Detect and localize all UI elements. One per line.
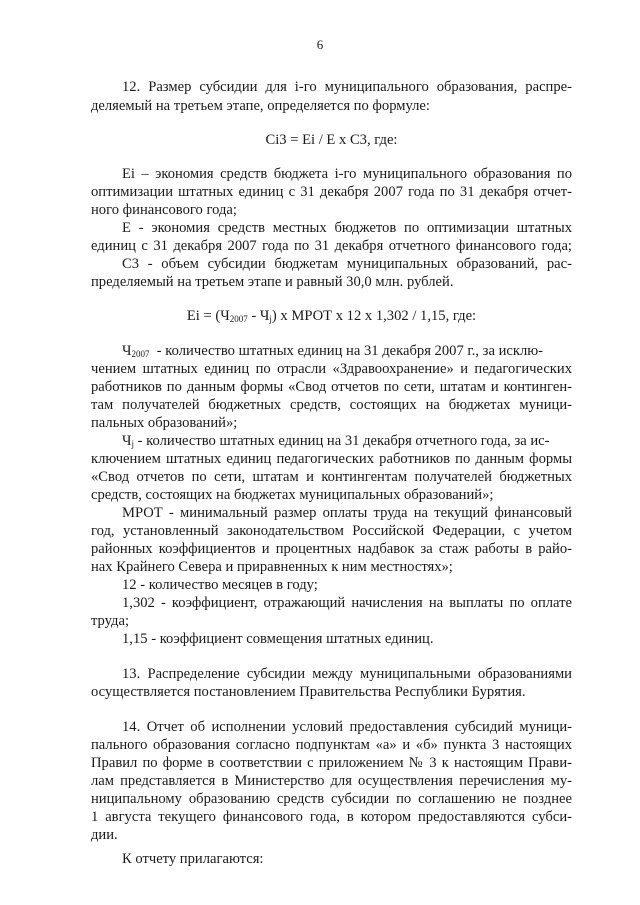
text-line: 1,302 - коэффициент, отражающий начисления на выплаты по оплате xyxy=(122,595,572,611)
text-line: 1 августа текущего финансового года, в котором предоставляются субси- xyxy=(91,809,572,825)
text-line: К отчету прилагаются: xyxy=(122,851,264,867)
text-part: - количество штатных единиц на 31 декабря 2007 г., за исклю- xyxy=(149,343,543,359)
text-line: 12. Размер субсидии для i-го муниципального образования, распре- xyxy=(122,79,572,95)
text-line: нах Крайнего Севера и приравненных к ним местностях»; xyxy=(91,559,453,575)
text-line: дии. xyxy=(91,827,118,843)
subscript-2007: 2007 xyxy=(229,314,248,324)
text-line: «Свод отчетов по сети, штатам и контингентам получателей бюджетных xyxy=(91,469,572,485)
symbol-ch: Ч xyxy=(122,343,132,359)
text-line: C3 - объем субсидии бюджетам муниципальных образований, рас- xyxy=(122,256,572,272)
subscript-j: j xyxy=(269,314,272,324)
formula-ei xyxy=(91,307,572,325)
text-line: единиц с 31 декабря 2007 года по 31 декабря отчетного финансового года; xyxy=(91,238,572,254)
text-line: пальных образований»; xyxy=(91,415,238,431)
text-line: E - экономия средств местных бюджетов по оптимизации штатных xyxy=(122,220,572,236)
text-line: Правил по форме в соответствии с приложением № 3 к настоящим Прави- xyxy=(91,755,572,771)
text-line: 12 - количество месяцев в году; xyxy=(122,577,318,593)
text-line: МРОТ - минимальный размер оплаты труда на текущий финансовый xyxy=(122,505,572,521)
text-line: 1,15 - коэффициент совмещения штатных единиц. xyxy=(122,631,434,647)
text-line: 13. Распределение субсидии между муниципальными образованиями xyxy=(122,666,572,682)
formula-part: ) x МРОТ x 12 x 1,302 / 1,15, где: xyxy=(271,308,477,324)
text-line xyxy=(91,432,572,450)
text-line: районных коэффициентов и процентных надбавок за стаж работы в райо- xyxy=(91,541,572,557)
text-line xyxy=(91,342,572,360)
text-line: ного финансового года; xyxy=(91,202,237,218)
formula-part: - Ч xyxy=(247,308,270,324)
text-line: Ei – экономия средств бюджета i-го муниципального образования по xyxy=(122,166,572,182)
text-line: пределяемый на третьем этапе и равный 30,0 млн. рублей. xyxy=(91,274,454,290)
text-line: там получателей бюджетных средств, состоящих на бюджетах муници- xyxy=(91,397,572,413)
text-line: осуществляется постановлением Правительства Республики Бурятия. xyxy=(91,684,526,700)
text-line: лам представляется в Министерство для осуществления перечисления му- xyxy=(91,773,572,789)
text-line: ключением штатных единиц педагогических работников по данным формы xyxy=(91,451,572,467)
text-line: 14. Отчет об исполнении условий предоставления субсидий муници- xyxy=(122,719,572,735)
text-line: средств, состоящих на бюджетах муниципальных образований»; xyxy=(91,487,494,503)
text-line: чением штатных единиц по отрасли «Здравоохранение» и педагогических xyxy=(91,361,572,377)
text-line: работников по данным формы «Свод отчетов по сети, штатам и континген- xyxy=(91,379,572,395)
text-line: ниципальному образованию средств субсидии по соглашению не позднее xyxy=(91,791,572,807)
formula-part: Ei = (Ч xyxy=(186,308,230,324)
text-line: деляемый на третьем этапе, определяется по формуле: xyxy=(91,98,430,114)
text-line: оптимизации штатных единиц с 31 декабря 2007 года по 31 декабря отчет- xyxy=(91,184,572,200)
symbol-ch: Ч xyxy=(122,433,132,449)
page-number: 6 xyxy=(316,37,324,52)
formula-ci3: Ci3 = Ei / E x C3, где: xyxy=(265,132,398,148)
text-part: - количество штатных единиц на 31 декабря отчетного года, за ис- xyxy=(134,433,550,449)
text-line: пального образования согласно подпунктам «а» и «б» пункта 3 настоящих xyxy=(91,737,572,753)
subscript-2007: 2007 xyxy=(131,349,150,359)
subscript-j: j xyxy=(131,439,135,449)
text-line: труда; xyxy=(91,613,129,629)
text-line: год, установленный законодательством Российской Федерации, с учетом xyxy=(91,523,572,539)
